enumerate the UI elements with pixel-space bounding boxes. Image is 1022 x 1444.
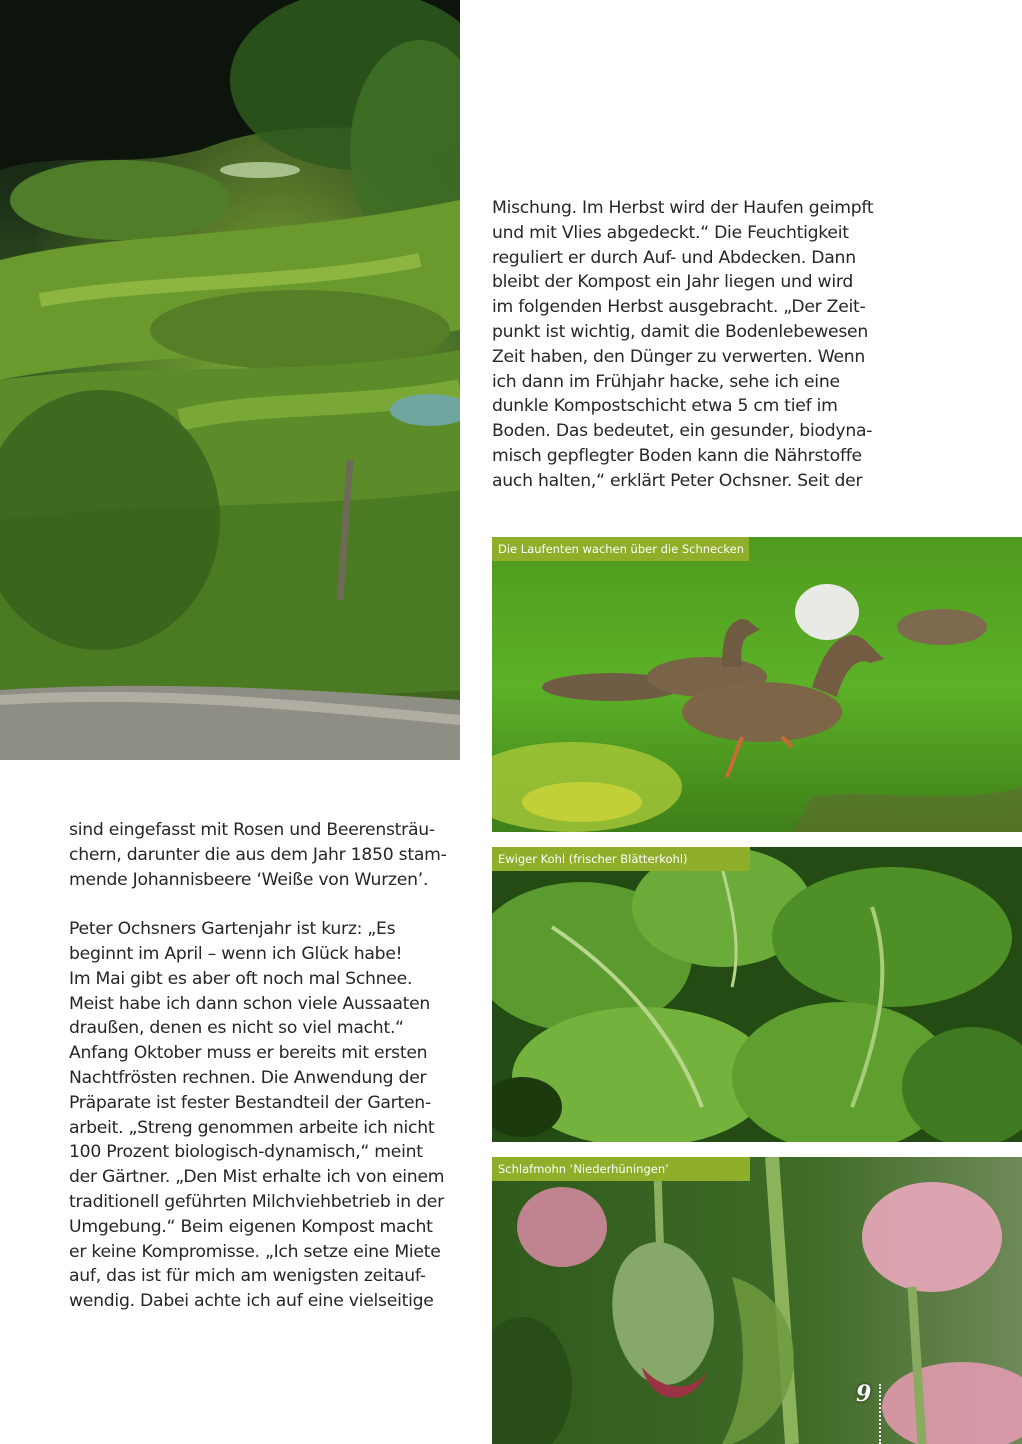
- text-line: arbeit. „Streng genommen arbeite ich nicht: [69, 1117, 435, 1138]
- ducks-photo: [492, 537, 1022, 832]
- text-line: und mit Vlies abgedeckt.“ Die Feuchtigkeit: [492, 222, 849, 243]
- text-line: Peter Ochsners Gartenjahr ist kurz: „Es: [69, 919, 396, 940]
- text-line: sind eingefasst mit Rosen und Beerensträu-: [69, 820, 435, 840]
- text-line: wendig. Dabei achte ich auf eine vielseitige: [69, 1291, 434, 1312]
- text-line: chern, darunter die aus dem Jahr 1850 stam-: [69, 844, 447, 865]
- text-line: reguliert er durch Auf- und Abdecken. Dann: [492, 247, 856, 268]
- paragraph-gap: [69, 892, 464, 917]
- text-line: im folgenden Herbst ausgebracht. „Der Zeit-: [492, 297, 866, 318]
- text-line: Mischung. Im Herbst wird der Haufen geimpft: [492, 198, 874, 218]
- text-line: Im Mai gibt es aber oft noch mal Schnee.: [69, 968, 413, 989]
- article-text-right-column: [492, 196, 892, 494]
- text-line: beginnt im April – wenn ich Glück habe!: [69, 943, 403, 964]
- kale-photo: [492, 847, 1022, 1142]
- page-edge-divider: [879, 1384, 881, 1444]
- text-line: Boden. Das bedeutet, ein gesunder, biodyna-: [492, 421, 873, 442]
- text-line: 100 Prozent biologisch-dynamisch,“ meint: [69, 1142, 423, 1163]
- text-line: auf, das ist für mich am wenigsten zeitauf-: [69, 1266, 426, 1287]
- text-line: mende Johannisbeere ‘Weiße von Wurzen’.: [69, 869, 429, 890]
- text-line: Zeit haben, den Dünger zu verwerten. Wenn: [492, 346, 866, 367]
- text-line: auch halten,“ erklärt Peter Ochsner. Seit der: [492, 470, 863, 491]
- text-line: der Gärtner. „Den Mist erhalte ich von einem: [69, 1167, 445, 1188]
- page-number: 9: [856, 1381, 872, 1407]
- text-line: Anfang Oktober muss er bereits mit ersten: [69, 1043, 428, 1064]
- text-line: dunkle Kompostschicht etwa 5 cm tief im: [492, 396, 838, 417]
- text-line: Meist habe ich dann schon viele Aussaaten: [69, 993, 431, 1014]
- garden-photo: [0, 0, 460, 760]
- photo-caption: Ewiger Kohl (frischer Blätterkohl): [492, 847, 750, 871]
- text-line: draußen, denen es nicht so viel macht.“: [69, 1018, 404, 1039]
- text-line: misch gepflegter Boden kann die Nährstoffe: [492, 445, 862, 466]
- text-line: Nachtfrösten rechnen. Die Anwendung der: [69, 1067, 427, 1088]
- text-line: Präparate ist fester Bestandteil der Garten-: [69, 1092, 431, 1113]
- article-text-left-column: [69, 818, 464, 1314]
- text-line: bleibt der Kompost ein Jahr liegen und wird: [492, 272, 854, 293]
- text-line: er keine Kompromisse. „Ich setze eine Miete: [69, 1241, 441, 1262]
- photo-caption: Schlafmohn ‘Niederhüningen’: [492, 1157, 750, 1181]
- text-line: traditionell geführten Milchviehbetrieb in der: [69, 1191, 444, 1212]
- text-line: punkt ist wichtig, damit die Bodenlebewesen: [492, 321, 869, 342]
- poppy-photo: [492, 1157, 1022, 1444]
- photo-caption: Die Laufenten wachen über die Schnecken: [492, 537, 749, 561]
- text-line: ich dann im Frühjahr hacke, sehe ich eine: [492, 371, 840, 392]
- text-line: Umgebung.“ Beim eigenen Kompost macht: [69, 1216, 433, 1237]
